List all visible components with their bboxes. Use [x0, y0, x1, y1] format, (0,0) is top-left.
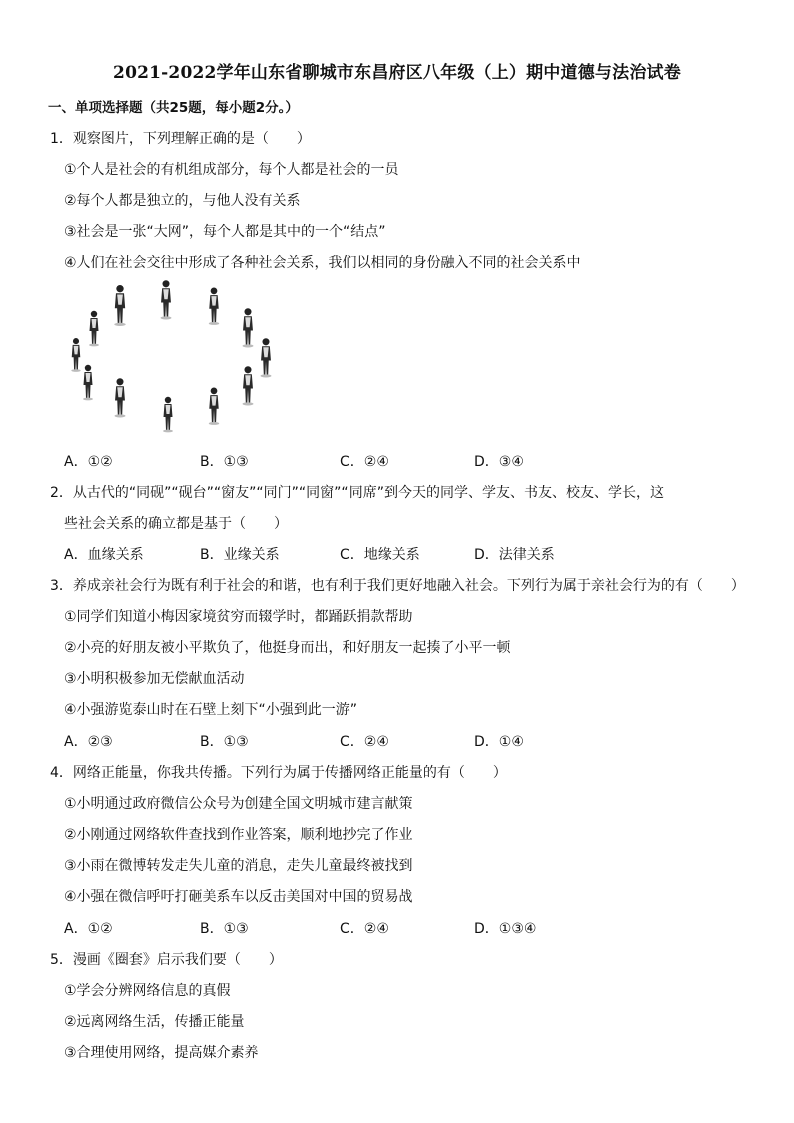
question-1-stem: 1．观察图片，下列理解正确的是（ ） [50, 131, 311, 147]
person-figure [243, 366, 254, 405]
people-circle-illustration [58, 276, 290, 444]
question-3-option-1: ①同学们知道小梅因家境贫穷而辍学时，都踊跃捐款帮助 [64, 609, 413, 625]
person-figure [209, 388, 220, 425]
question-4-option-3: ③小雨在微博转发走失儿童的消息，走失儿童最终被找到 [64, 858, 413, 874]
choice-a[interactable]: A．血缘关系 [64, 547, 144, 563]
choice-d[interactable]: D．①③④ [474, 921, 537, 937]
exam-title: 2021-2022学年山东省聊城市东昌府区八年级（上）期中道德与法治试卷 [113, 63, 681, 83]
question-1-option-1: ①个人是社会的有机组成部分，每个人都是社会的一员 [64, 162, 399, 178]
choice-d[interactable]: D．法律关系 [474, 547, 555, 563]
choice-b[interactable]: B．业缘关系 [200, 547, 280, 563]
question-4-option-4: ④小强在微信呼吁打砸美系车以反击美国对中国的贸易战 [64, 889, 413, 905]
choice-a[interactable]: A．②③ [64, 734, 113, 750]
question-1-option-2: ②每个人都是独立的，与他人没有关系 [64, 193, 301, 209]
person-figure [89, 311, 99, 347]
person-figure [161, 280, 172, 319]
question-1-option-4: ④人们在社会交往中形成了各种社会关系，我们以相同的身份融入不同的社会关系中 [64, 255, 581, 271]
question-4-option-2: ②小刚通过网络软件查找到作业答案，顺利地抄完了作业 [64, 827, 413, 843]
question-2-stem: 2．从古代的“同砚”“砚台”“窗友”“同门”“同窗”“同席”到今天的同学、学友、书友、校友、学长，这 [50, 485, 664, 501]
question-3-option-3: ③小明积极参加无偿献血活动 [64, 671, 245, 687]
choice-d[interactable]: D．③④ [474, 454, 524, 470]
person-figure [163, 397, 173, 433]
question-3-option-4: ④小强游览泰山时在石壁上刻下“小强到此一游” [64, 702, 358, 718]
question-5-stem: 5．漫画《圈套》启示我们要（ ） [50, 952, 283, 968]
question-1-option-3: ③社会是一张“大网”，每个人都是其中的一个“结点” [64, 224, 386, 240]
section-heading: 一、单项选择题（共25题，每小题2分。） [48, 100, 299, 116]
choice-c[interactable]: C．②④ [340, 921, 389, 937]
choice-c[interactable]: C．地缘关系 [340, 547, 420, 563]
question-4-option-1: ①小明通过政府微信公众号为创建全国文明城市建言献策 [64, 796, 413, 812]
choice-d[interactable]: D．①④ [474, 734, 524, 750]
question-2-stem-continued: 些社会关系的确立都是基于（ ） [64, 516, 288, 532]
question-5-option-2: ②远离网络生活，传播正能量 [64, 1014, 245, 1030]
question-3-option-2: ②小亮的好朋友被小平欺负了，他挺身而出，和好朋友一起揍了小平一顿 [64, 640, 511, 656]
person-figure [209, 288, 220, 325]
person-figure [83, 365, 93, 401]
person-figure [261, 338, 272, 377]
choice-a[interactable]: A．①② [64, 454, 113, 470]
person-figure [243, 308, 254, 347]
question-3-stem: 3．养成亲社会行为既有利于社会的和谐，也有利于我们更好地融入社会。下列行为属于亲社会行为的有（ ） [50, 578, 745, 594]
choice-c[interactable]: C．②④ [340, 734, 389, 750]
person-figure [115, 378, 126, 417]
question-5-option-1: ①学会分辨网络信息的真假 [64, 983, 231, 999]
choice-b[interactable]: B．①③ [200, 734, 249, 750]
question-5-option-3: ③合理使用网络，提高媒介素养 [64, 1045, 259, 1061]
choice-a[interactable]: A．①② [64, 921, 113, 937]
person-figure [114, 285, 126, 326]
choice-b[interactable]: B．①③ [200, 921, 249, 937]
question-4-stem: 4．网络正能量，你我共传播。下列行为属于传播网络正能量的有（ ） [50, 765, 507, 781]
choice-c[interactable]: C．②④ [340, 454, 389, 470]
person-figure [71, 338, 81, 372]
choice-b[interactable]: B．①③ [200, 454, 249, 470]
